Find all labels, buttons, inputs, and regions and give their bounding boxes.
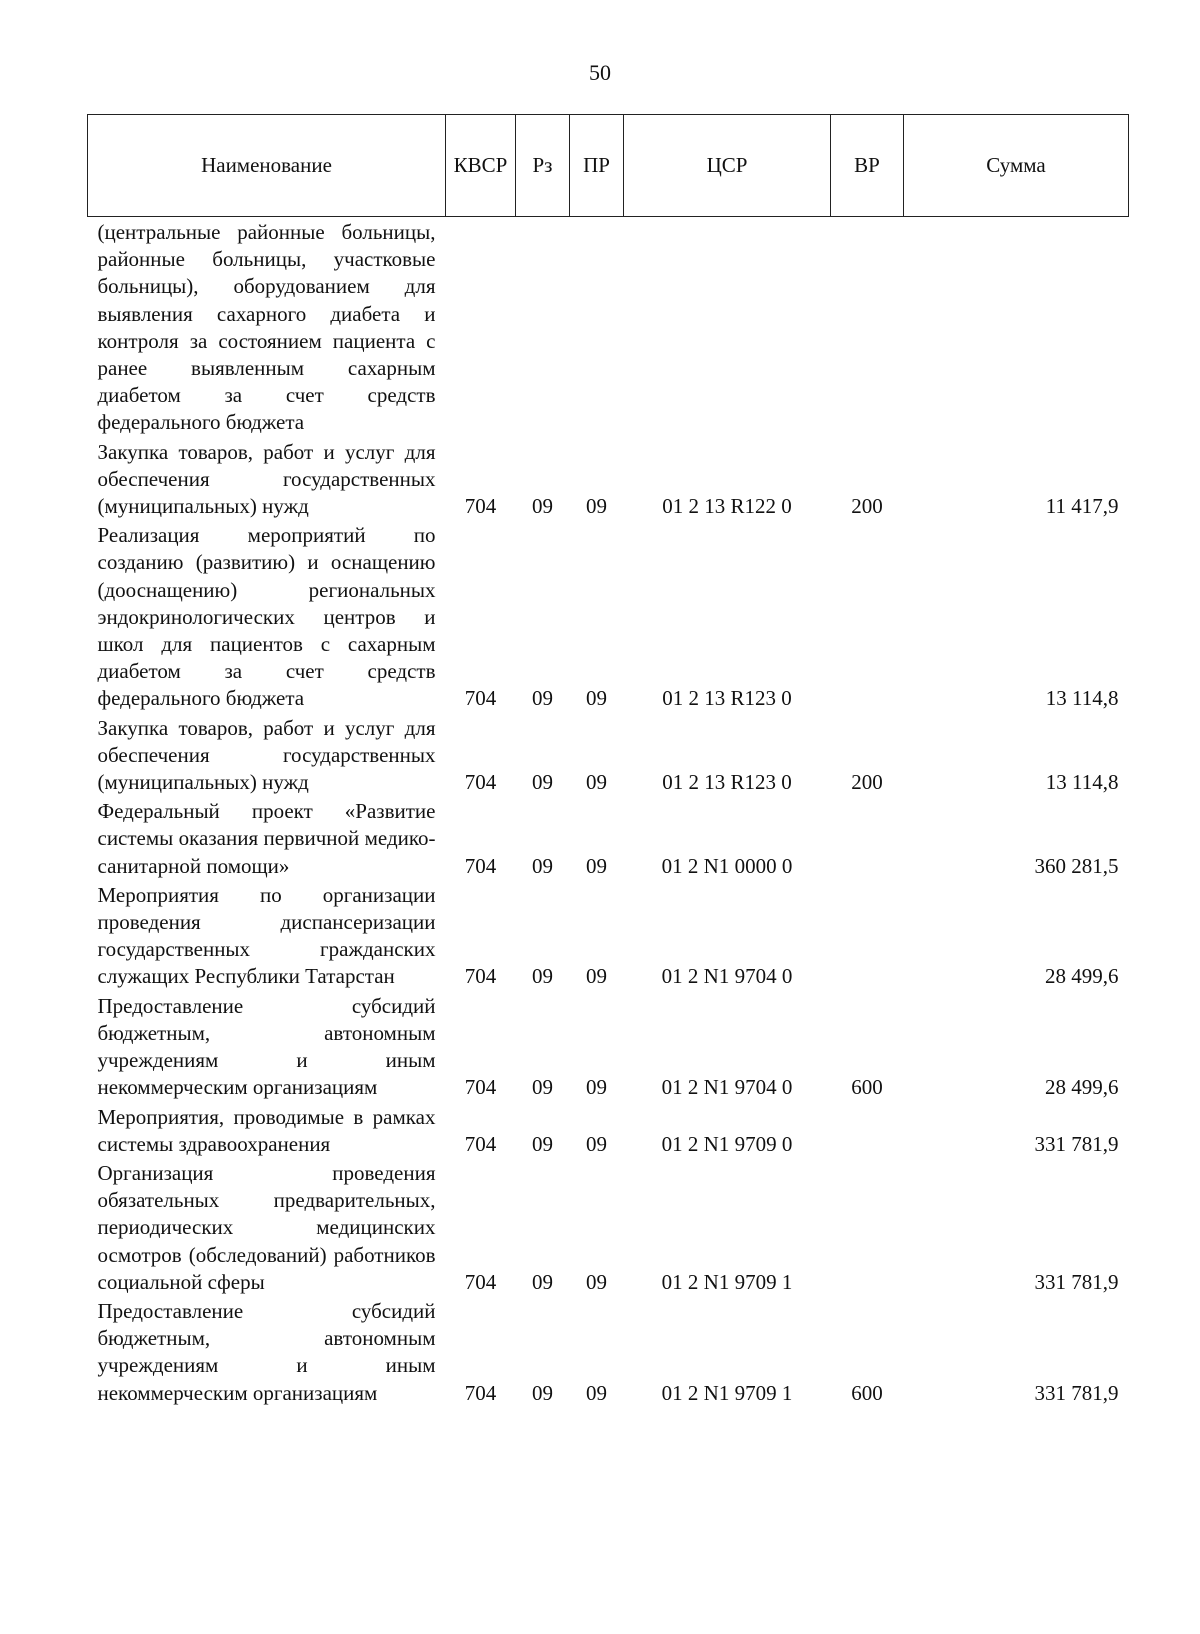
row-sum: 331 781,9 <box>1034 1269 1119 1294</box>
row-name: Предоставление субсидий бюджетным, автономным учреждениям и иным некоммерческим организациям <box>97 1298 436 1405</box>
row-rz: 09 <box>532 1269 553 1294</box>
row-name: Предоставление субсидий бюджетным, автономным учреждениям и иным некоммерческим организациям <box>97 993 436 1100</box>
table-row <box>88 882 1129 993</box>
table-row <box>88 1104 1129 1160</box>
table-header-row <box>88 115 1129 217</box>
row-csr: 01 2 13 R123 0 <box>662 770 792 795</box>
row-vr <box>831 798 904 882</box>
row-pr: 09 <box>586 853 607 878</box>
row-rz: 09 <box>532 853 553 878</box>
row-rz: 09 <box>532 1131 553 1156</box>
row-kvsr: 704 <box>464 1131 497 1156</box>
row-name: Мероприятия по организации проведения диспансеризации государственных гражданских служащих Республики Татарстан <box>97 882 436 989</box>
budget-table <box>87 114 1129 1409</box>
row-csr: 01 2 N1 9709 0 <box>661 1131 793 1156</box>
row-vr <box>831 217 904 439</box>
row-csr: 01 2 13 R122 0 <box>662 494 792 519</box>
row-kvsr: 704 <box>464 1380 497 1405</box>
row-pr: 09 <box>586 964 607 989</box>
row-pr: 09 <box>586 494 607 519</box>
row-rz: 09 <box>532 494 553 519</box>
header-csr: ЦСР <box>624 115 831 217</box>
row-pr <box>570 217 624 439</box>
row-kvsr: 704 <box>464 964 497 989</box>
row-sum: 28 499,6 <box>1045 1075 1119 1100</box>
row-vr: 200 <box>851 494 883 519</box>
row-pr: 09 <box>586 686 607 711</box>
row-vr: 200 <box>851 770 883 795</box>
row-sum <box>904 217 1129 439</box>
table-row <box>88 1298 1129 1409</box>
row-name: (центральные районные больницы, районные больницы, участковые больницы), оборудованием для выявления сахарного диабета и контроля за состоянием пациента с ранее выявленным сахарным диабетом за счет средств федерального бюджета <box>97 220 436 435</box>
row-vr <box>831 1160 904 1298</box>
row-csr <box>624 217 831 439</box>
row-sum: 331 781,9 <box>1034 1380 1119 1405</box>
row-rz: 09 <box>532 686 553 711</box>
header-rz: Рз <box>516 115 570 217</box>
row-name: Федеральный проект «Развитие системы оказания первичной медико-санитарной помощи» <box>97 799 436 878</box>
row-csr: 01 2 N1 9709 1 <box>661 1380 793 1405</box>
row-csr: 01 2 13 R123 0 <box>662 686 792 711</box>
row-name: Реализация мероприятий по созданию (развитию) и оснащению (дооснащению) региональных эндокринологических центров и школ для пациентов с сахарным диабетом за счет средств федерального бюджета <box>97 523 436 711</box>
row-vr <box>831 882 904 993</box>
row-csr: 01 2 N1 9709 1 <box>661 1269 793 1294</box>
table-row <box>88 715 1129 799</box>
row-kvsr: 704 <box>464 1269 497 1294</box>
row-pr: 09 <box>586 1269 607 1294</box>
row-pr: 09 <box>586 770 607 795</box>
row-vr: 600 <box>851 1075 883 1100</box>
table-row <box>88 993 1129 1104</box>
row-pr: 09 <box>586 1380 607 1405</box>
row-kvsr: 704 <box>464 853 497 878</box>
row-rz: 09 <box>532 770 553 795</box>
header-kvsr: КВСР <box>446 115 516 217</box>
row-rz <box>516 217 570 439</box>
header-name: Наименование <box>88 115 446 217</box>
table-row <box>88 217 1129 439</box>
row-rz: 09 <box>532 964 553 989</box>
row-name: Закупка товаров, работ и услуг для обеспечения государственных (муниципальных) нужд <box>97 715 436 795</box>
row-name: Закупка товаров, работ и услуг для обеспечения государственных (муниципальных) нужд <box>97 439 436 519</box>
row-csr: 01 2 N1 9704 0 <box>661 964 793 989</box>
table-row <box>88 798 1129 882</box>
row-sum: 11 417,9 <box>1045 494 1119 519</box>
row-csr: 01 2 N1 9704 0 <box>661 1075 793 1100</box>
row-pr: 09 <box>586 1131 607 1156</box>
row-name: Организация проведения обязательных предварительных, периодических медицинских осмотров (обследований) работников социальной сферы <box>97 1160 436 1294</box>
row-kvsr <box>446 217 516 439</box>
row-sum: 360 281,5 <box>1034 853 1119 878</box>
header-sum: Сумма <box>904 115 1129 217</box>
row-kvsr: 704 <box>464 686 497 711</box>
table-row <box>88 522 1129 714</box>
row-kvsr: 704 <box>464 770 497 795</box>
row-rz: 09 <box>532 1075 553 1100</box>
row-rz: 09 <box>532 1380 553 1405</box>
page-number: 50 <box>589 60 611 85</box>
row-sum: 331 781,9 <box>1034 1131 1119 1156</box>
row-kvsr: 704 <box>464 494 497 519</box>
row-vr <box>831 1104 904 1160</box>
row-sum: 13 114,8 <box>1045 686 1119 711</box>
table-row <box>88 1160 1129 1298</box>
table-row <box>88 439 1129 523</box>
row-vr: 600 <box>851 1380 883 1405</box>
row-name: Мероприятия, проводимые в рамках системы здравоохранения <box>97 1104 436 1156</box>
row-sum: 28 499,6 <box>1045 964 1119 989</box>
header-vr: ВР <box>831 115 904 217</box>
header-pr: ПР <box>570 115 624 217</box>
row-pr: 09 <box>586 1075 607 1100</box>
row-csr: 01 2 N1 0000 0 <box>661 853 793 878</box>
row-sum: 13 114,8 <box>1045 770 1119 795</box>
row-kvsr: 704 <box>464 1075 497 1100</box>
row-vr <box>831 522 904 714</box>
